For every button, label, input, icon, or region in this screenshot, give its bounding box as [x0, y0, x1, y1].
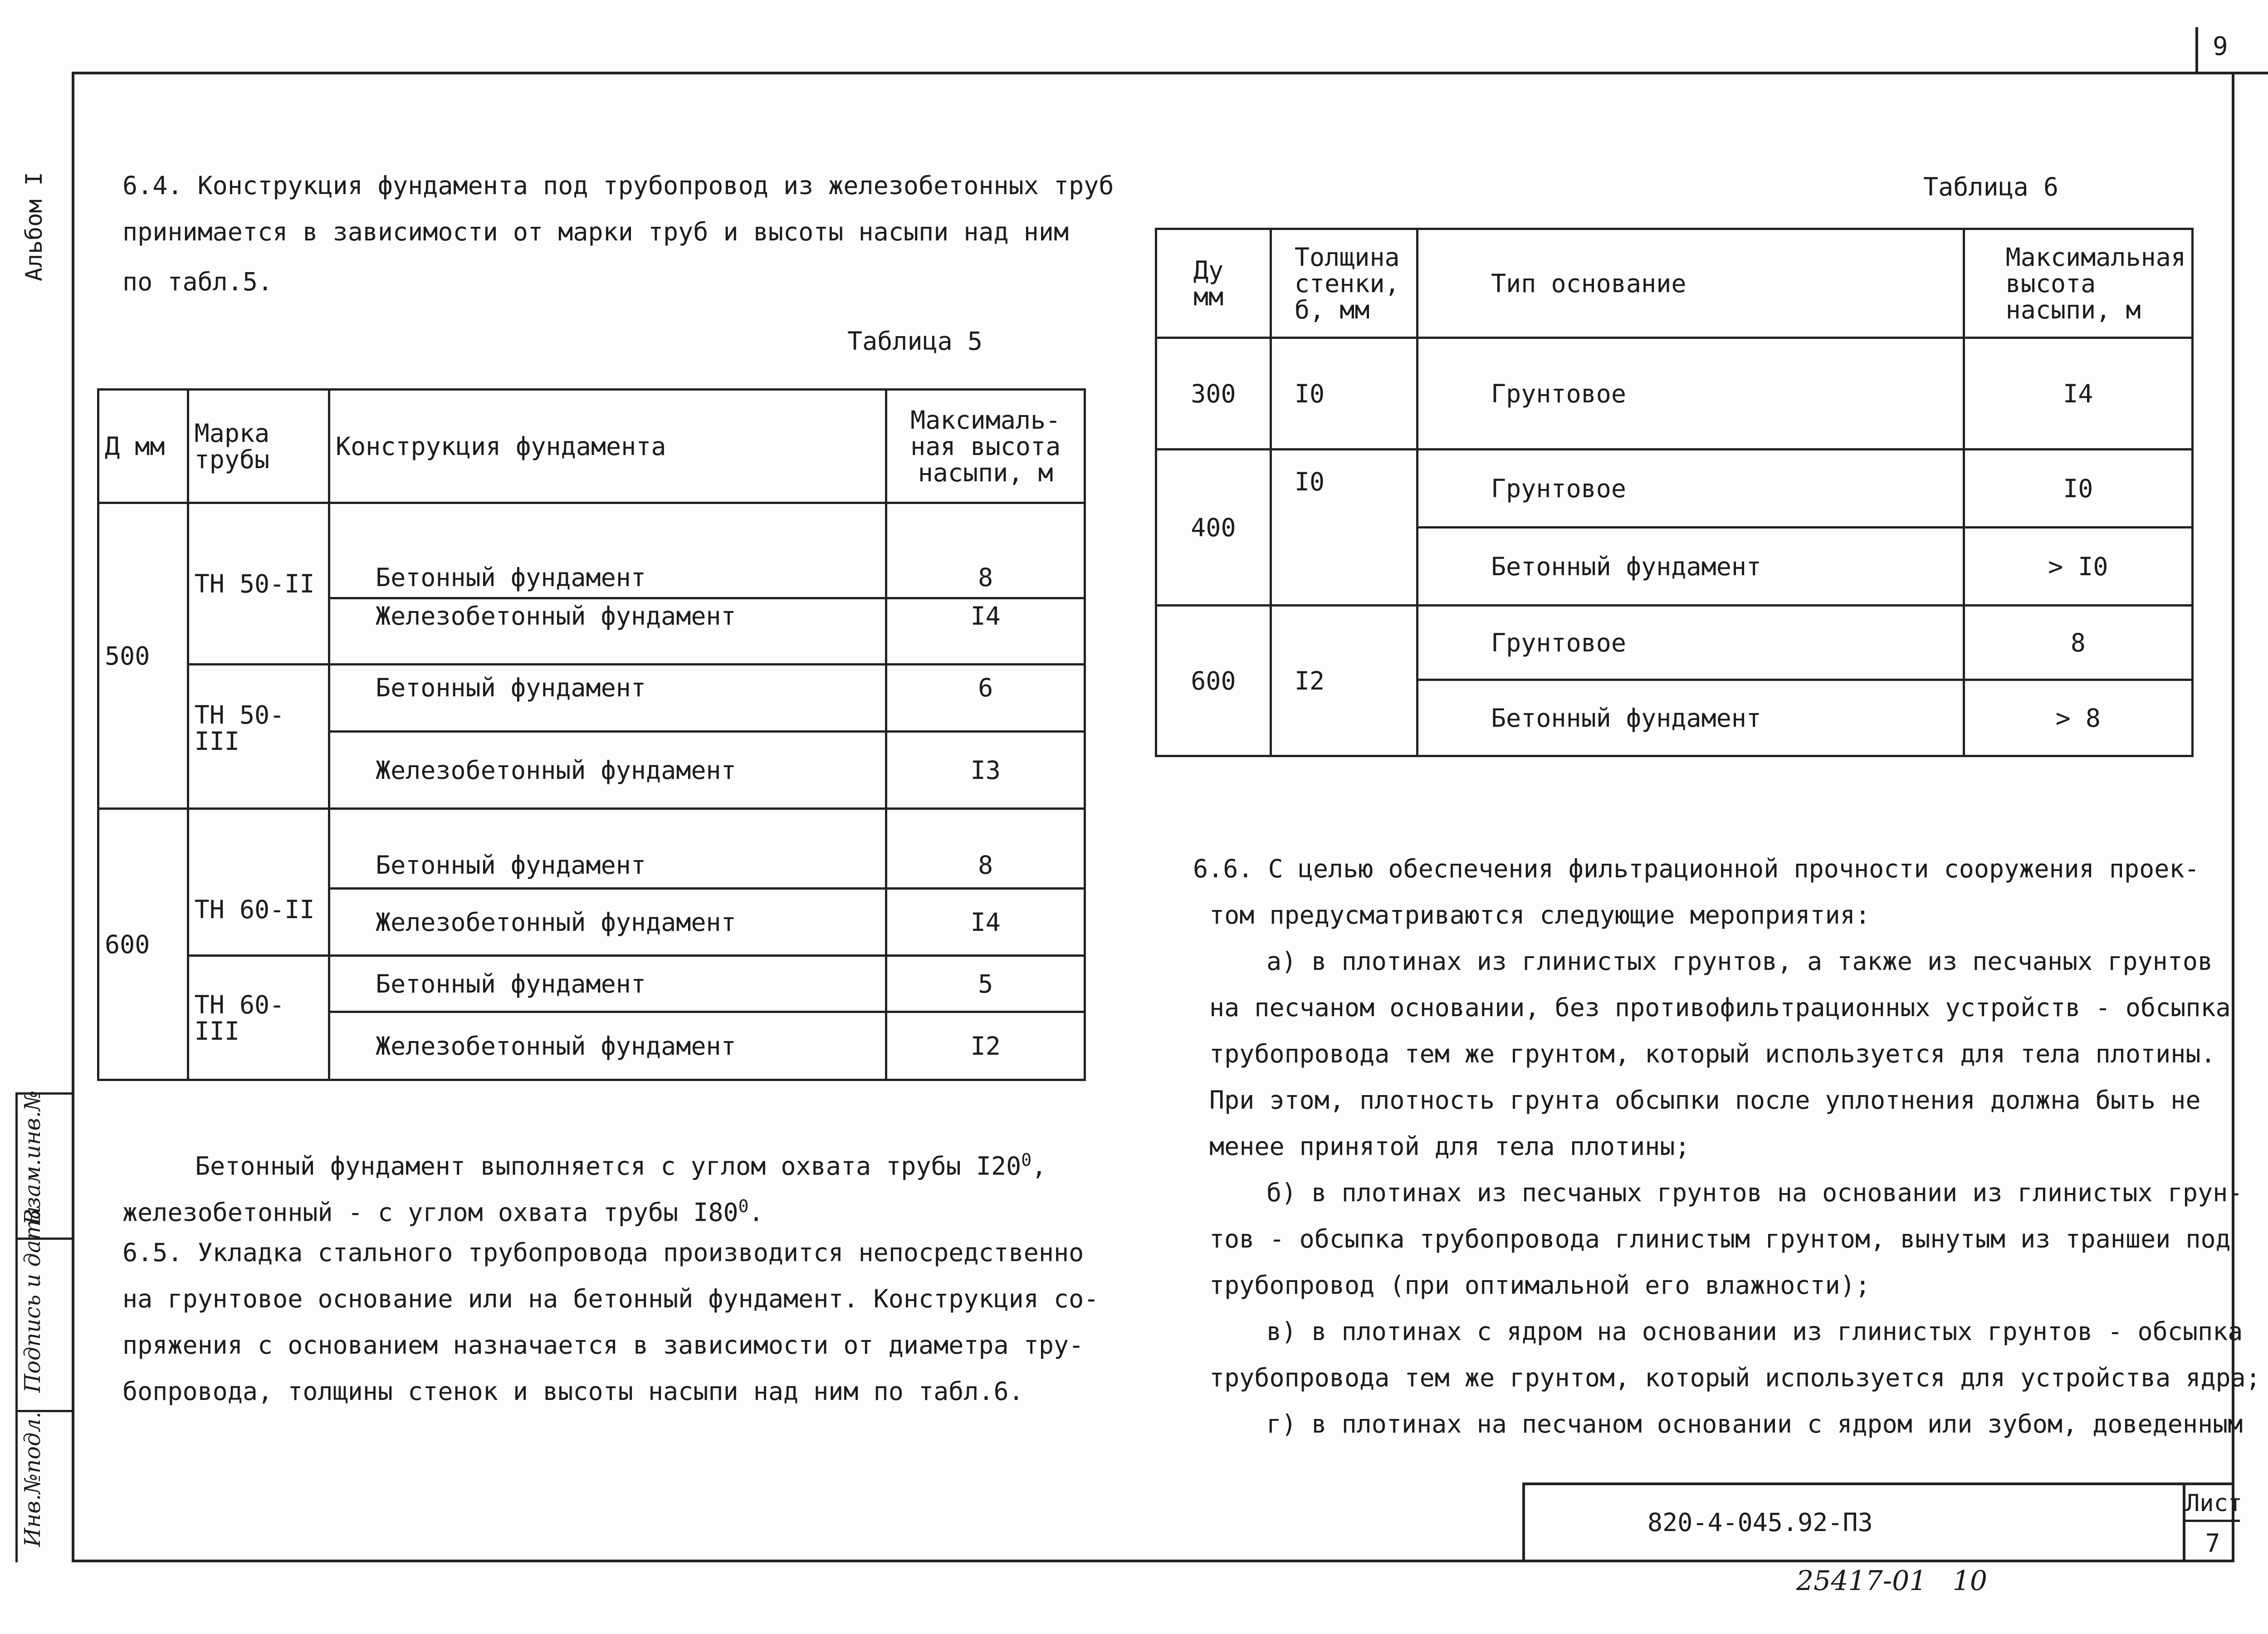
section-6-6-line-1: 6.6. С целью обеспечения фильтрационной прочности сооружения проек-	[1193, 854, 2200, 883]
table-row	[98, 503, 1085, 598]
table6-base: Грунтовое	[1418, 606, 1964, 680]
table5-construction: Бетонный фундамент	[329, 665, 886, 732]
title-block	[1522, 1482, 2243, 1562]
table6-header-row	[1156, 229, 2193, 338]
table6-height: > 8	[1964, 680, 2192, 756]
table5-height: 8	[886, 503, 1085, 598]
table5-brand: ТН 50-II	[188, 503, 329, 665]
table5-height: I3	[886, 732, 1085, 809]
section-6-6-line-12: трубопровода тем же грунтом, который используется для устройства ядра;	[1209, 1363, 2261, 1392]
section-6-6-line-7: менее принятой для тела плотины;	[1209, 1132, 1690, 1161]
album-label: Альбом I	[21, 172, 47, 281]
table5-construction: Бетонный фундамент	[329, 809, 886, 889]
para-angle-line-1: Бетонный фундамент выполняется с углом охвата трубы $I20^0$,	[195, 1150, 1047, 1181]
table6-height: 8	[1964, 606, 2192, 680]
table6-du: 300	[1156, 338, 1271, 450]
section-6-6-line-9: тов - обсыпка трубопровода глинистым грунтом, вынутым из траншеи под	[1209, 1224, 2231, 1253]
table5-brand: ТН 50-III	[188, 665, 329, 809]
table5-construction: Бетонный фундамент	[329, 503, 886, 598]
table5-construction: Железобетонный фундамент	[329, 732, 886, 809]
table-row	[98, 956, 1085, 1012]
table5-height: 6	[886, 665, 1085, 732]
table5-header-height: Максималь-ная высота насыпи, м	[886, 390, 1085, 503]
table5-d-500: 500	[98, 503, 188, 809]
table5-construction: Железобетонный фундамент	[329, 889, 886, 956]
table6-wall: I0	[1271, 338, 1417, 450]
table5-height: 5	[886, 956, 1085, 1012]
table6-base: Бетонный фундамент	[1418, 528, 1964, 606]
table5-brand: ТН 60-II	[188, 809, 329, 956]
table5-header-brand: Марка трубы	[188, 390, 329, 503]
table6-height: > I0	[1964, 528, 2192, 606]
table5	[97, 388, 1086, 1081]
table6-base: Грунтовое	[1418, 338, 1964, 450]
section-6-6-line-13: г) в плотинах на песчаном основании с ядром или зубом, доведенным	[1266, 1409, 2243, 1438]
section-6-6-line-2: том предусматриваются следующие мероприятия:	[1209, 900, 1870, 930]
table6-header-height: Максимальная высота насыпи, м	[1964, 229, 2192, 338]
para-angle-degree-1: 0	[1021, 1150, 1032, 1170]
section-6-4-line-3: по табл.5.	[122, 267, 273, 296]
table6-du: 600	[1156, 606, 1271, 756]
table6-base: Грунтовое	[1418, 450, 1964, 528]
side-stamp-vzam-inv: Взам.инв.№	[20, 1090, 45, 1225]
table-row	[1156, 338, 2193, 450]
section-6-5-line-2: на грунтовое основание или на бетонный фундамент. Конструкция со-	[122, 1284, 1099, 1313]
table-row	[98, 665, 1085, 732]
table6-base: Бетонный фундамент	[1418, 680, 1964, 756]
table5-header-construction: Конструкция фундамента	[329, 390, 886, 503]
side-stamp-signature-date: Подпись и дата	[20, 1206, 45, 1393]
side-stamp-inv-podl: Инв.№подл.	[20, 1411, 45, 1547]
table-row	[1156, 450, 2193, 528]
table5-height: I2	[886, 1012, 1085, 1080]
sheet-number: 7	[2205, 1529, 2220, 1558]
sheet-box	[2183, 1485, 2243, 1562]
sheet-label: Лист	[2185, 1490, 2240, 1522]
table5-height: 8	[886, 809, 1085, 889]
table5-d-600: 600	[98, 809, 188, 1080]
section-6-6-line-5: трубопровода тем же грунтом, который используется для тела плотины.	[1209, 1039, 2216, 1068]
table5-caption: Таблица 5	[847, 327, 983, 356]
table6-wall: I2	[1271, 606, 1417, 756]
section-6-5-line-4: бопровода, толщины стенок и высоты насыпи над ним по табл.6.	[122, 1377, 1024, 1406]
table6-height: I4	[1964, 338, 2192, 450]
table-row	[1156, 606, 2193, 680]
table5-header-d: Д мм	[98, 390, 188, 503]
section-6-6-line-6: При этом, плотность грунта обсыпки после уплотнения должна быть не	[1209, 1086, 2201, 1115]
page-number: 9	[2213, 32, 2228, 61]
table5-height: I4	[886, 598, 1085, 665]
section-6-5-line-1: 6.5. Укладка стального трубопровода производится непосредственно	[122, 1238, 1084, 1267]
table5-header-row	[98, 390, 1085, 503]
section-6-5-line-3: пряжения с основанием назначается в зависимости от диаметра тру-	[122, 1331, 1084, 1360]
table5-height: I4	[886, 889, 1085, 956]
section-6-4-line-2: принимается в зависимости от марки труб и высоты насыпи над ним	[122, 217, 1069, 246]
section-6-6-line-3: а) в плотинах из глинистых грунтов, а также из песчаных грунтов	[1266, 947, 2213, 976]
table6-header-du: Ду мм	[1156, 229, 1271, 338]
document-code: 820-4-045.92-ПЗ	[1647, 1508, 1873, 1537]
table6-height: I0	[1964, 450, 2192, 528]
table5-brand: ТН 60-III	[188, 956, 329, 1080]
table6-wall: I0	[1271, 450, 1417, 606]
table6-header-wall: Толщина стенки, б, мм	[1271, 229, 1417, 338]
archive-number: 25417-01 10	[1796, 1565, 1988, 1597]
section-6-6-line-8: б) в плотинах из песчаных грунтов на основании из глинистых грун-	[1266, 1178, 2243, 1207]
section-6-6-line-10: трубопровод (при оптимальной его влажности);	[1209, 1271, 1870, 1300]
section-6-6-line-4: на песчаном основании, без противофильтрационных устройств - обсыпка	[1209, 993, 2231, 1022]
table5-construction: Бетонный фундамент	[329, 956, 886, 1012]
table5-construction: Железобетонный фундамент	[329, 598, 886, 665]
section-6-6-line-11: в) в плотинах с ядром на основании из глинистых грунтов - обсыпка	[1266, 1317, 2243, 1346]
table6-du: 400	[1156, 450, 1271, 606]
table5-construction: Железобетонный фундамент	[329, 1012, 886, 1080]
page-number-divider	[2195, 27, 2198, 74]
table6	[1155, 228, 2194, 757]
table-row	[98, 809, 1085, 889]
para-angle-line-2: железобетонный - с углом охвата трубы $I80^0$.	[122, 1196, 764, 1227]
side-stamp-border	[15, 1092, 18, 1562]
table6-caption: Таблица 6	[1923, 172, 2059, 201]
section-6-4-line-1: 6.4. Конструкция фундамента под трубопровод из железобетонных труб	[122, 171, 1114, 200]
para-angle-degree-2: 0	[738, 1196, 749, 1216]
table6-header-base: Тип основание	[1418, 229, 1964, 338]
